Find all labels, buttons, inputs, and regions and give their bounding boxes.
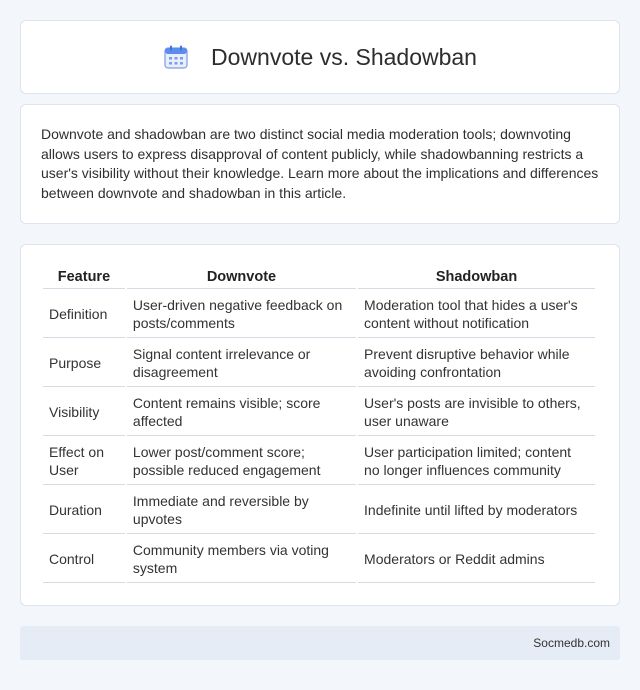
table-row [43,291,595,338]
table-row [43,536,595,583]
page-title: Downvote vs. Shadowban [211,43,477,70]
downvote-cell: Immediate and reversible by upvotes [127,487,356,534]
shadowban-cell: Prevent disruptive behavior while avoiding confrontation [358,340,595,387]
downvote-cell: Lower post/comment score; possible reduced engagement [127,438,356,485]
table-row [43,340,595,387]
table-header-row [43,267,595,289]
shadowban-cell: Moderators or Reddit admins [358,536,595,583]
feature-cell: Visibility [43,389,125,436]
downvote-cell: Community members via voting system [127,536,356,583]
header-feature: Feature [43,267,125,289]
footer [20,626,620,660]
header-downvote: Downvote [127,267,356,289]
shadowban-cell: User participation limited; content no longer influences community [358,438,595,485]
table-row [43,389,595,436]
feature-cell: Control [43,536,125,583]
shadowban-cell: Moderation tool that hides a user's content without notification [358,291,595,338]
feature-cell: Definition [43,291,125,338]
feature-cell: Effect on User [43,438,125,485]
comparison-table [41,265,597,585]
table-row [43,487,595,534]
downvote-cell: User-driven negative feedback on posts/comments [127,291,356,338]
comparison-card [20,244,620,606]
downvote-cell: Content remains visible; score affected [127,389,356,436]
header-shadowban: Shadowban [358,267,595,289]
feature-cell: Duration [43,487,125,534]
downvote-cell: Signal content irrelevance or disagreement [127,340,356,387]
intro-card [20,104,620,224]
shadowban-cell: Indefinite until lifted by moderators [358,487,595,534]
shadowban-cell: User's posts are invisible to others, user unaware [358,389,595,436]
calendar-icon [163,44,189,70]
title-card [20,20,620,94]
footer-site-link[interactable]: Socmedb.com [533,636,610,650]
feature-cell: Purpose [43,340,125,387]
intro-paragraph: Downvote and shadowban are two distinct social media moderation tools; downvoting allows users to express disapproval of content publicly, while shadowbanning restricts a user's visibility without their knowledge. Learn more about the implications and differences between downvote and shadowban in this article. [41,126,599,201]
table-row [43,438,595,485]
